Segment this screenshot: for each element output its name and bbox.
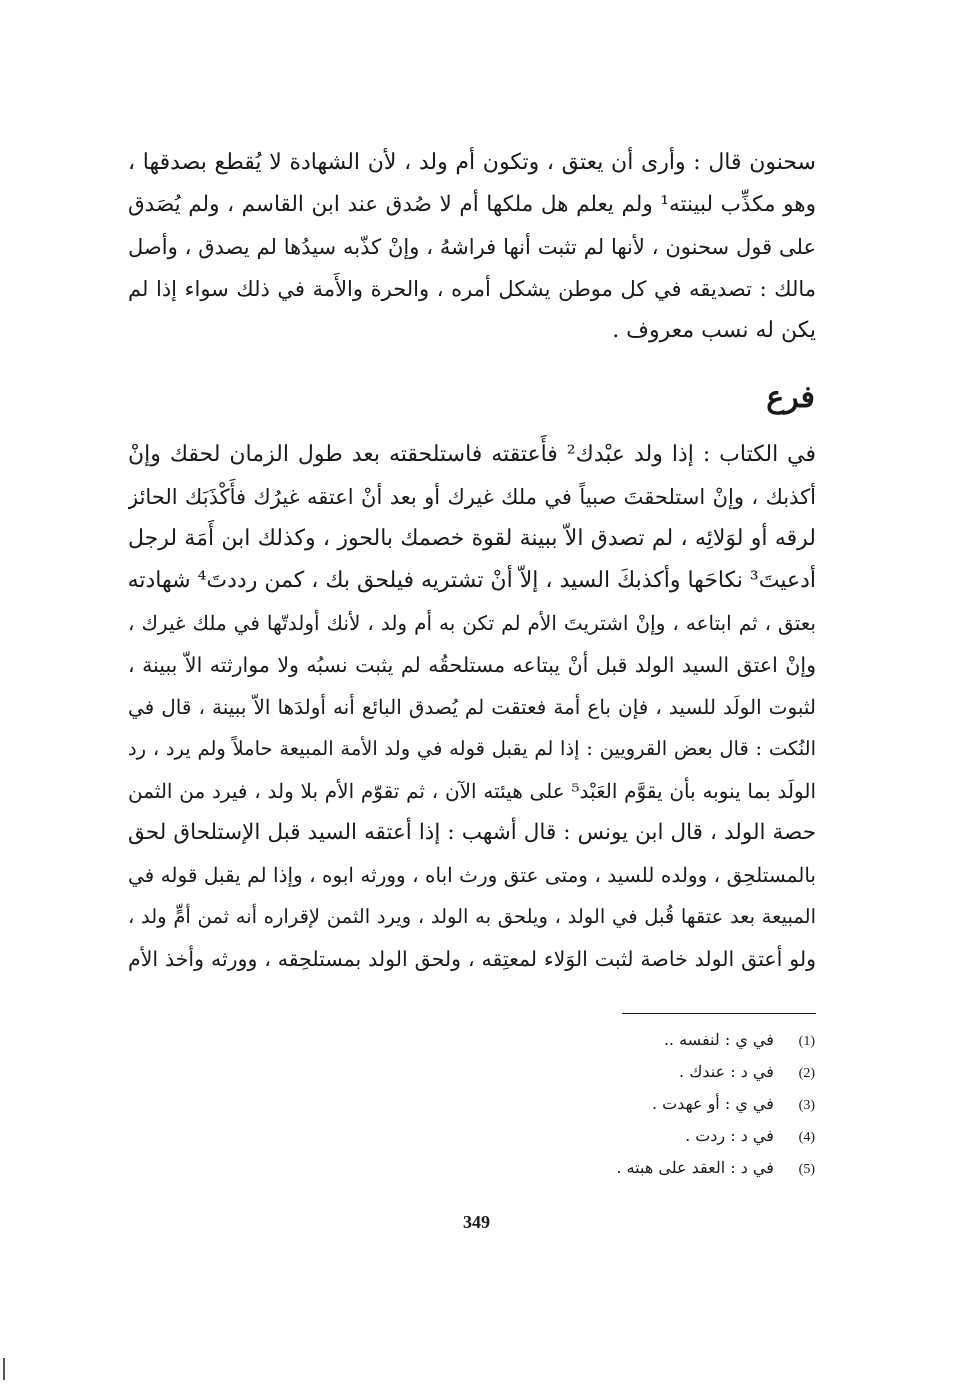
page-number: 349	[463, 1212, 490, 1232]
footnote	[455, 1152, 815, 1184]
section-heading: فرع	[766, 380, 815, 415]
text-line: لثبوت الولَد للسيد ، فإن باع أمة فعتقت لم يُصدق البائع أنه أولدَها الاّ ببينة ، قال في	[128, 695, 816, 719]
footnotes	[455, 1024, 815, 1184]
text-line: المبيعة بعد عتقها قُبل في الولد ، ويلحق به الولد ، ويرد الثمن لإقراره أنه ثمن أمٍّ ولد ،	[128, 905, 816, 928]
text-line: النُكت : قال بعض القرويين : إذا لم يقبل قوله في ولد الأمة المبيعة حاملاً ولم يرد ، رد	[128, 737, 816, 760]
text-line: يكن له نسب معروف .	[612, 318, 816, 343]
footnote	[455, 1088, 815, 1120]
scan-edge-mark	[3, 1358, 5, 1380]
footnote-text: في د : ردت .	[685, 1126, 774, 1145]
footnote-text: في د : عندك .	[679, 1062, 774, 1081]
text-line: بعتق ، ثم ابتاعه ، وإنْ اشتريتَ الأم لم تكن به أم ولد ، لأنك أولدتّها في ملك غيرك ،	[128, 611, 816, 635]
text-line: لرقه أو لوَلائِه ، لم تصدق الاّ ببينة لقوة خصمك بالحوز ، وكذلك ابن أَمَة لرجل	[128, 526, 816, 551]
footnote-text: في ي : لنفسه ..	[663, 1030, 774, 1049]
text-line: أدعيتَ³ نكاحَها وأكذبكَ السيد ، إلاّ أنْ تشتريه فيلحق بك ، كمن رددتَ⁴ شهادته	[128, 568, 816, 593]
footnote-number: (2)	[798, 1066, 815, 1081]
text-line: وهو مكذِّب لبينته¹ ولم يعلم هل ملكها أم لا صُدق عند ابن القاسم ، ولم يُصَدق	[128, 192, 816, 217]
footnote-text: في ي : أو عهدت .	[651, 1094, 774, 1113]
footnote-number: (3)	[798, 1098, 815, 1113]
footnote	[455, 1056, 815, 1088]
text-line: سحنون قال : وأرى أن يعتق ، وتكون أم ولد ، لأن الشهادة لا يُقطع بصدقها ،	[128, 150, 816, 175]
text-line: أكذبك ، وإنْ استلحقتَ صبياً في ملك غيرك أو بعد أنْ اعتقه غيرُك فأَكْذَبَك الحائز	[128, 485, 816, 509]
text-line: الولَد بما ينوبه بأن يقوَّم العَبْد⁵ على هيئته الآن ، ثم تقوّم الأم بلا ولد ، فيرد من الثمن	[128, 779, 816, 803]
paragraph-main	[128, 434, 816, 980]
text-line: حصة الولد ، قال ابن يونس : قال أشهب : إذا أعتقه السيد قبل الإستلحاق لحق	[128, 820, 816, 845]
footnote	[455, 1024, 815, 1056]
paragraph-opening	[128, 142, 816, 352]
text-line: على قول سحنون ، لأنها لم تثبت أنها فراشهُ ، وإنْ كذّبه سيدُها لم يصدق ، وأصل	[128, 235, 816, 259]
footnote-number: (5)	[798, 1162, 815, 1177]
footnote-divider	[622, 1013, 816, 1014]
text-line: ولو أعتق الولد خاصة لثبت الوَلاء لمعتِقه ، ولحق الولد بمستلحِقه ، وورثه وأخذ الأم	[128, 947, 816, 971]
footnote-number: (4)	[798, 1130, 815, 1145]
footnote-number: (1)	[798, 1034, 815, 1049]
text-line: في الكتاب : إذا ولد عبْدك² فأَعتقته فاستلحقته بعد طول الزمان لحقك وإنْ	[128, 442, 816, 467]
footnote	[455, 1120, 815, 1152]
text-line: مالك : تصديقه في كل موطن يشكل أمره ، والحرة والأَمة في ذلك سواء إذا لم	[128, 277, 816, 301]
text-line: وإنْ اعتق السيد الولد قبل أنْ يبتاعه مستلحقُه لم يثبت نسبُه ولا موارثته الاّ ببينة ،	[128, 653, 816, 677]
footnote-text: في د : العقد على هبته .	[616, 1158, 774, 1177]
text-line: بالمستلحِق ، وولده للسيد ، ومتى عتق ورث اباه ، وورثه ابوه ، وإذا لم يقبل قوله في	[128, 863, 816, 887]
